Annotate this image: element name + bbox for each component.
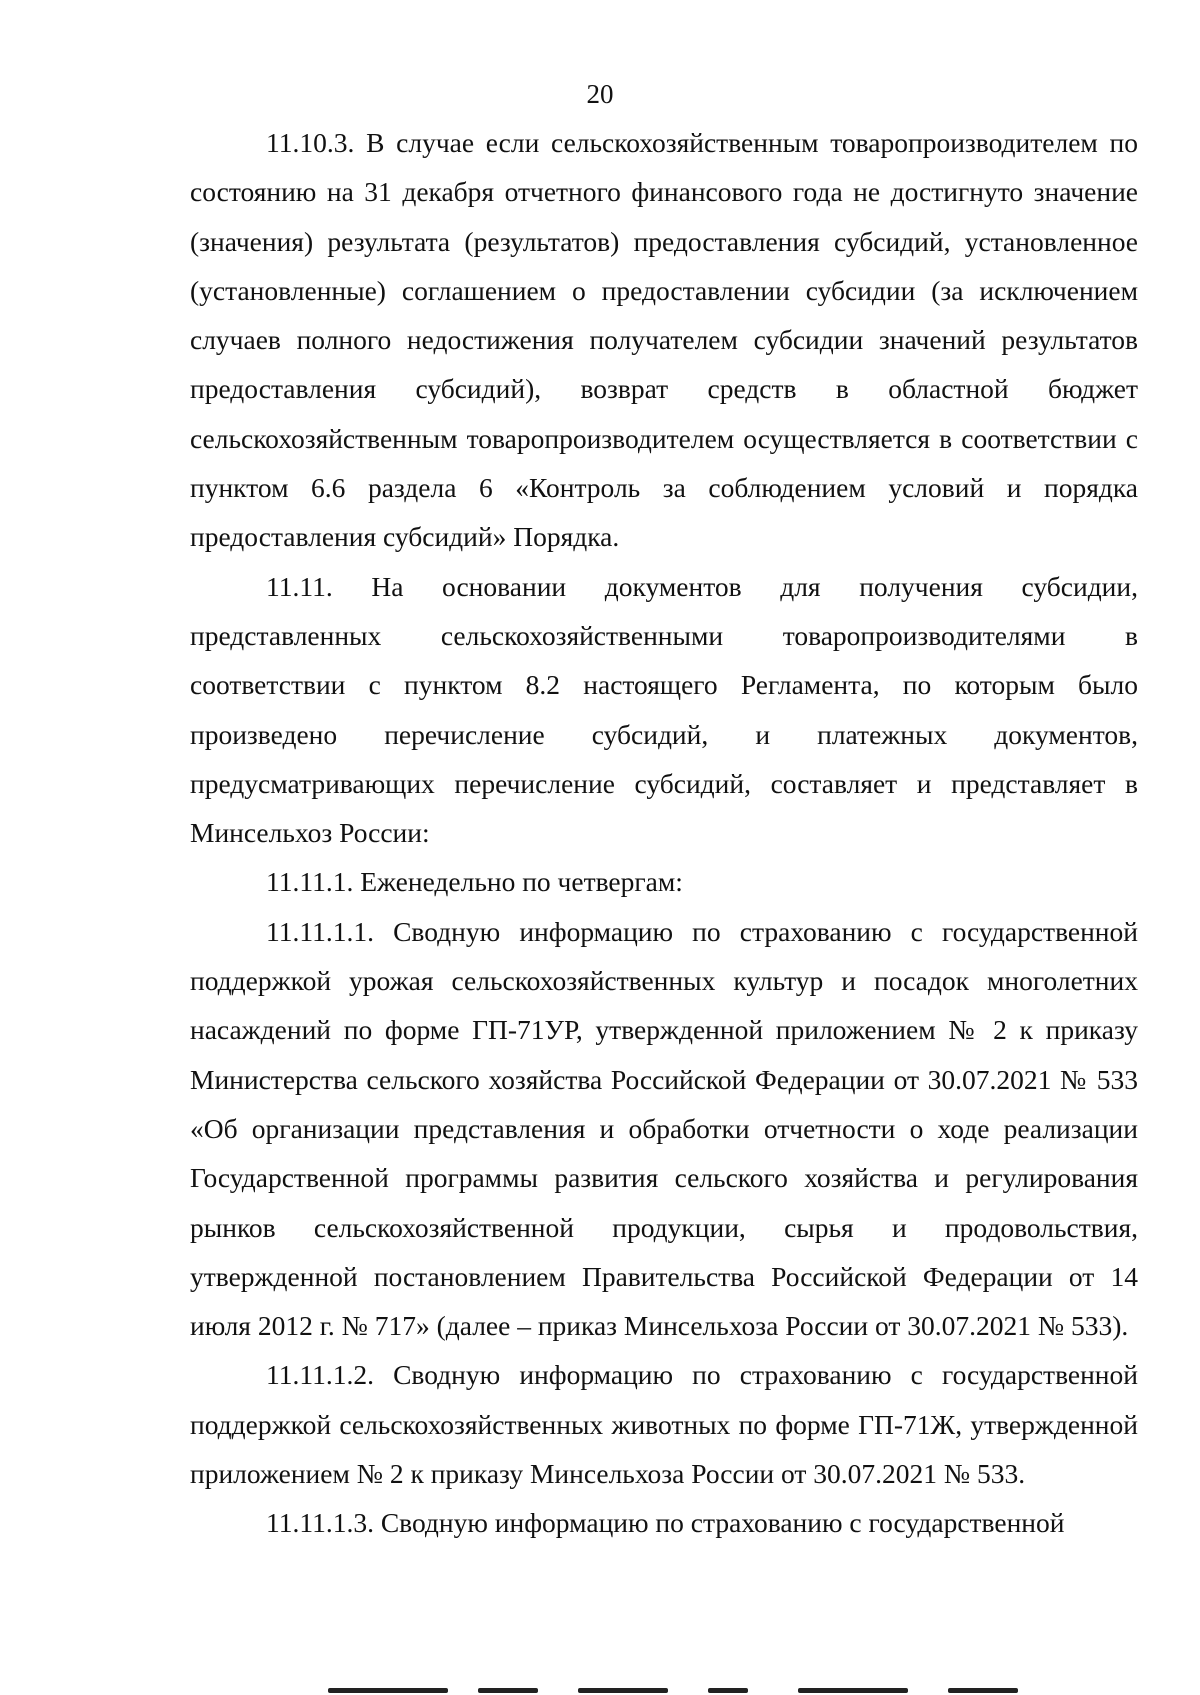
paragraph-11-10-3: 11.10.3. В случае если сельскохозяйственным товаропроизводителем по состоянию на 31 декабря отчетного финансового года не достигнуто значение (значения) результата (результатов) предоставления субсидий, установленное (установленные) соглашением о предоставлении субсидии (за исключением случаев полного недостижения получателем субсидии значений результатов предоставления субсидий), возврат средств в областной бюджет сельскохозяйственным товаропроизводителем осуществляется в соответствии с пунктом 6.6 раздела 6 «Контроль за соблюдением условий и порядка предоставления субсидий» Порядка. — [190, 127, 1138, 553]
paragraph-11-11-1: 11.11.1. Еженедельно по четвергам: — [266, 866, 683, 898]
page-number: 20 — [586, 79, 614, 109]
cut-off-next-line-fragment — [328, 1688, 1088, 1695]
paragraph-11-11-1-3: 11.11.1.3. Сводную информацию по страхованию с государственной — [266, 1507, 1065, 1539]
paragraph-11-11-1-2: 11.11.1.2. Сводную информацию по страхованию с государственной поддержкой сельскохозяйственных животных по форме ГП-71Ж, утвержденной приложением № 2 к приказу Минсельхоза России от 30.07.2021 № 533. — [190, 1359, 1138, 1490]
paragraph-11-11: 11.11. На основании документов для получения субсидии, представленных сельскохозяйственными товаропроизводителями в соответствии с пунктом 8.2 настоящего Регламента, по которым было произведено перечисление субсидий, и платежных документов, предусматривающих перечисление субсидий, составляет и представляет в Минсельхоз России: — [190, 570, 1138, 849]
document-body — [190, 118, 1138, 1548]
paragraph-11-11-1-1: 11.11.1.1. Сводную информацию по страхованию с государственной поддержкой урожая сельскохозяйственных культур и посадок многолетних насаждений по форме ГП-71УР, утвержденной приложением № 2 к приказу Министерства сельского хозяйства Российской Федерации от 30.07.2021 № 533 «Об организации представления и обработки отчетности о ходе реализации Государственной программы развития сельского хозяйства и регулирования рынков сельскохозяйственной продукции, сырья и продовольствия, утвержденной постановлением Правительства Российской Федерации от 14 июля 2012 г. № 717» (далее – приказ Минсельхоза России от 30.07.2021 № 533). — [190, 915, 1138, 1342]
